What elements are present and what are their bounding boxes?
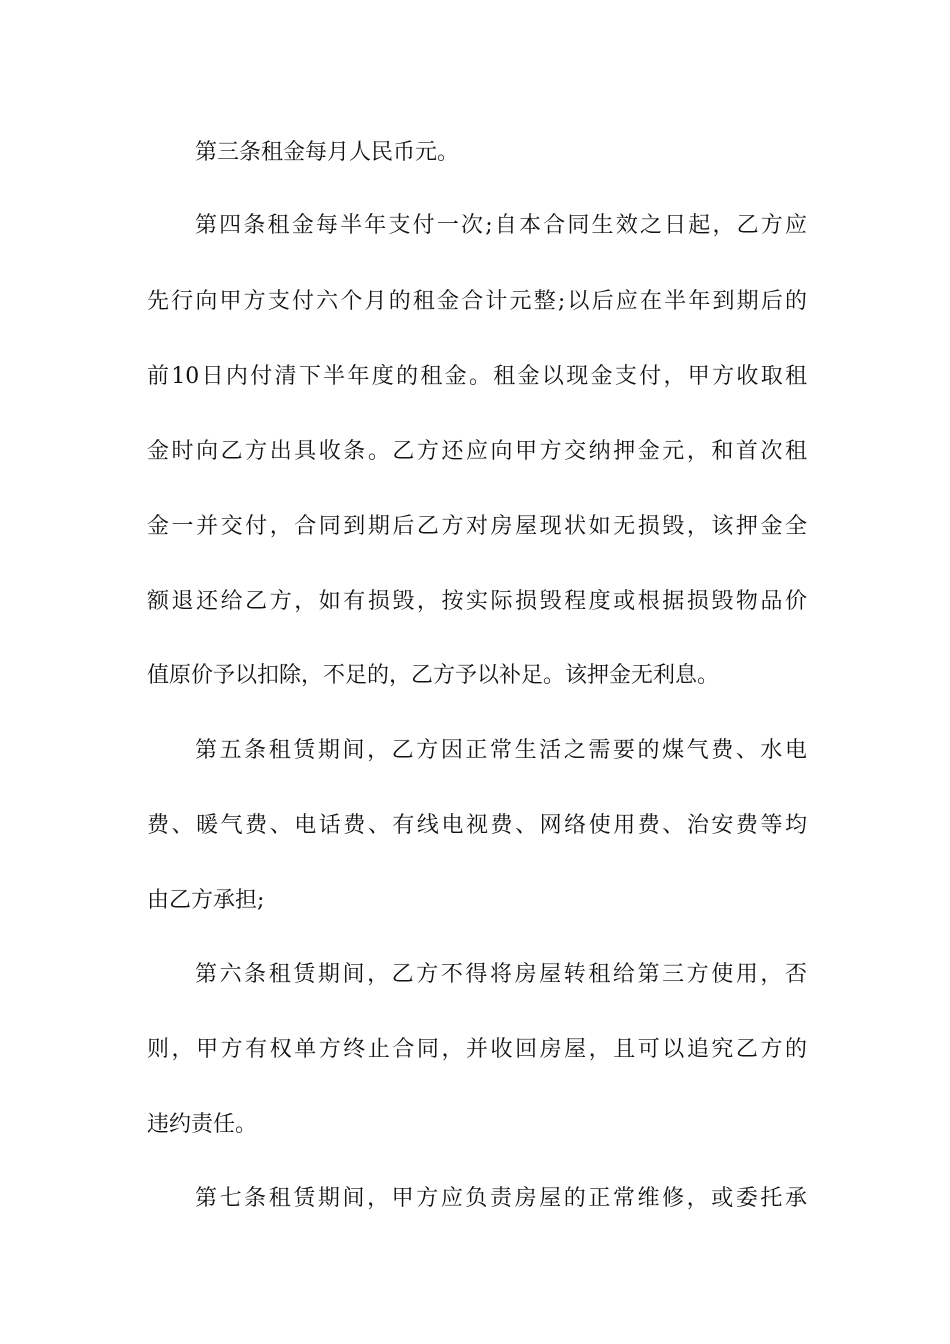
- article-3-line-1: 第三条租金每月人民币元。: [195, 140, 460, 165]
- article-4-line-6: 额退还给乙方，如有损毁，按实际损毁程度或根据损毁物品价: [147, 589, 807, 614]
- article-5-line-2: 费、暖气费、电话费、有线电视费、网络使用费、治安费等均: [147, 813, 807, 838]
- article-6-line-3: 违约责任。: [147, 1112, 258, 1137]
- article-4-line-4: 金时向乙方出具收条。乙方还应向甲方交纳押金元，和首次租: [147, 439, 807, 464]
- article-4-line-1: 第四条租金每半年支付一次;自本合同生效之日起，乙方应: [195, 213, 807, 238]
- article-6-line-2: 则，甲方有权单方终止合同，并收回房屋，且可以追究乙方的: [147, 1037, 807, 1062]
- article-4-line-5: 金一并交付，合同到期后乙方对房屋现状如无损毁，该押金全: [147, 514, 807, 539]
- article-6-line-1: 第六条租赁期间，乙方不得将房屋转租给第三方使用，否: [195, 962, 807, 987]
- article-5-line-1: 第五条租赁期间，乙方因正常生活之需要的煤气费、水电: [195, 738, 807, 763]
- article-4-line-7: 值原价予以扣除，不足的，乙方予以补足。该押金无利息。: [147, 663, 720, 688]
- article-5-line-3: 由乙方承担;: [147, 888, 265, 913]
- article-4-line-3: 前10日内付清下半年度的租金。租金以现金支付，甲方收取租: [147, 364, 807, 389]
- article-4-line-2: 先行向甲方支付六个月的租金合计元整;以后应在半年到期后的: [147, 289, 807, 314]
- article-7-line-1: 第七条租赁期间，甲方应负责房屋的正常维修，或委托承: [195, 1186, 807, 1211]
